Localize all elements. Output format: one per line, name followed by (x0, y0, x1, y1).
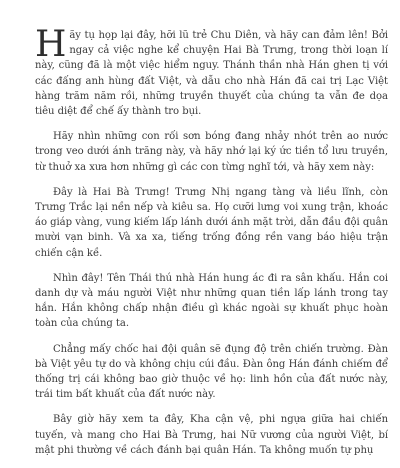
paragraph-2: Hãy nhìn những con rối sơn bóng đang nhảy nhót trên ao nước trong veo dưới ánh trăng này, và hãy nhớ lại ký ức tiền tổ lưu truyền, từ thuở xa xưa hơn những gì các con từng nghĩ tới, và hãy xem này: (35, 131, 388, 173)
paragraph-1 (35, 24, 388, 119)
paragraph-3: Đây là Hai Bà Trưng! Trưng Nhị ngang tàng và liều lĩnh, còn Trưng Trắc lại nền nếp và kiêu sa. Họ cưỡi lưng voi xung trận, khoác áo giáp vàng, vung kiếm lấp lánh dưới ánh mặt trời, dẫn đầu đội quân mười vạn binh. Và xa xa, tiếng trống đồng rền vang báo hiệu trận chiến cận kề. (35, 186, 388, 259)
body-text (35, 24, 388, 468)
paragraph-1-text: ãy tụ họp lại đây, hỡi lũ trẻ Chu Diên, và hãy can đảm lên! Bởi ngay cả việc nghe kể chuyện Hai Bà Trưng, trong thời loạn lí này, cũng đã là một việc hiểm nguy. Thánh thần nhà Hán ghen tị với các đấng anh hùng đất Việt, và dẫu cho nhà Hán đã cai trị Lạc Việt hàng trăm năm rồi, những truyền thuyết của chúng ta vẫn đe dọa tiêu diệt để chế ấy thành tro bụi. (35, 30, 388, 118)
paragraph-5: Chẳng mấy chốc hai đội quân sẽ đụng độ trên chiến trường. Đàn bà Việt yêu tự do và không chịu cúi đầu. Đàn ông Hán đánh chiếm để thống trị cái không bao giờ thuộc về họ: linh hồn của đất nước này, trái tim bất khuất của đất nước này. (35, 343, 388, 401)
drop-cap: H (35, 24, 67, 65)
paragraph-6: Bây giờ hãy xem ta đây, Kha cận vệ, phi ngựa giữa hai chiến tuyến, và mang cho Hai Bà Trưng, hai Nữ vương của người Việt, bí mật phi thường về cách đánh bại quân Hán. Ta không muốn tự phụ (35, 414, 388, 456)
paragraph-4: Nhìn đây! Tên Thái thú nhà Hán hung ác đi ra sân khấu. Hắn coi danh dự và máu người Việt như những quan tiền lấp lánh trong tay hắn. Hắn không chấp nhận điều gì khác ngoài sự khuất phục hoàn toàn của chúng ta. (35, 272, 388, 330)
